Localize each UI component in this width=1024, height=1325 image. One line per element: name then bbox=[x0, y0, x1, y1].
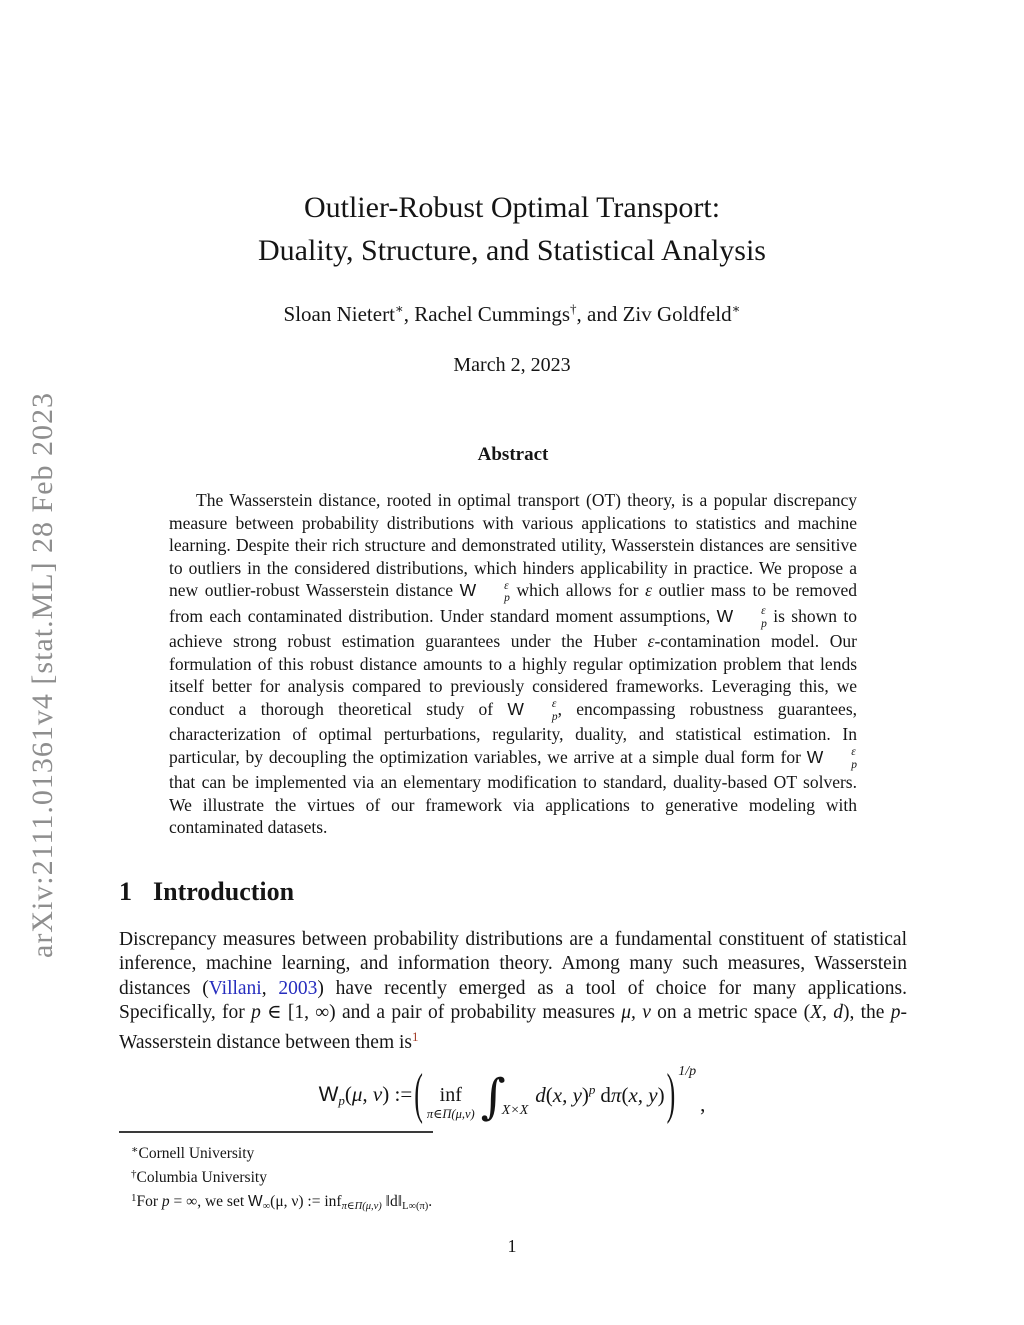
integral-sign: ∫ bbox=[480, 1069, 506, 1125]
footnote-star-marker: ∗ bbox=[131, 1144, 139, 1156]
author-separator-1: , bbox=[403, 302, 415, 326]
inline-math-p-1: p bbox=[251, 1001, 261, 1023]
integrand-close-paren: ) bbox=[581, 1083, 589, 1107]
footnote-1-seg-5: . bbox=[428, 1193, 433, 1210]
inf-constraint: π∈Π(μ,ν) bbox=[426, 1107, 475, 1122]
abstract-seg-4: is shown to achieve strong robust estimation guarantees under the Huber bbox=[169, 605, 857, 651]
inline-math-robust-wasserstein-2 bbox=[716, 605, 767, 630]
abstract-text bbox=[169, 489, 857, 839]
subscript-p: p bbox=[338, 1092, 345, 1108]
intro-seg-4: on a metric space ( bbox=[650, 1001, 811, 1023]
formula-trailing-comma: , bbox=[700, 1091, 706, 1116]
author-name-2: Rachel Cummings bbox=[414, 302, 570, 326]
footnote-1-marker: 1 bbox=[131, 1192, 137, 1204]
subscript-p: p bbox=[551, 710, 558, 723]
formula-exponent-one-over-p: 1/p bbox=[678, 1064, 697, 1079]
author-3-affiliation-marker: ∗ bbox=[731, 301, 741, 316]
author-separator-2: , and bbox=[576, 302, 623, 326]
intro-seg-3: ∈ [1, ∞) and a pair of probability measures bbox=[260, 1001, 622, 1023]
intro-seg-1: Discrepancy measures between probability distributions are a fundamental constituent of statistical inference, machine learning, and information theory. Among many such measures, Wasserstein distances ( bbox=[119, 929, 907, 999]
footnote-norm-subscript: L∞(π) bbox=[402, 1201, 429, 1212]
formula-lhs bbox=[319, 1082, 413, 1109]
paper-title-line-2: Duality, Structure, and Statistical Analysis bbox=[258, 234, 766, 267]
inline-math-epsilon-1: ε bbox=[645, 580, 652, 600]
abstract-seg-6: , encompassing robustness guarantees, characterization of optimal perturbations, regularity, duality, and statistical estimation. In particular, by decoupling the optimization variables, we arrive at a simple dual form for bbox=[169, 698, 857, 767]
differential-arguments: x, y bbox=[628, 1083, 658, 1107]
mathsf-W: W bbox=[716, 605, 734, 626]
inline-math-p-2: p bbox=[890, 1001, 901, 1023]
footnote-star-text: Cornell University bbox=[138, 1145, 255, 1162]
footnote-math-p: p bbox=[161, 1193, 170, 1210]
citation-link-villani-author[interactable]: Villani bbox=[208, 977, 262, 999]
display-formula-wasserstein-distance bbox=[14, 1063, 1010, 1127]
inline-math-epsilon-2: ε bbox=[647, 631, 655, 651]
abstract-seg-2: which allows for bbox=[509, 580, 646, 600]
footnote-1 bbox=[131, 1188, 909, 1217]
footnote-columbia bbox=[131, 1164, 909, 1188]
abstract-seg-3: outlier mass to be removed from each contaminated distribution. Under standard moment assumptions, bbox=[169, 580, 857, 626]
big-paren-close: ) bbox=[666, 1062, 676, 1126]
abstract-seg-1: The Wasserstein distance, rooted in optimal transport (OT) theory, is a popular discrepancy measure between probability distributions with various applications to statistics and machine learning. Despite their rich structure and demonstrated utility, Wasserstein distances are sensitive to outliers in the considered distributions, which hinders applicability in practice. We propose a new outlier-robust Wasserstein distance bbox=[169, 490, 857, 600]
superscript-epsilon: ε bbox=[551, 698, 557, 710]
integral-domain: X×X bbox=[501, 1103, 529, 1118]
mathsf-W: W bbox=[806, 746, 824, 767]
mathsf-W: W bbox=[318, 1082, 339, 1106]
section-heading-introduction bbox=[119, 877, 294, 907]
title-block bbox=[0, 186, 1024, 377]
footnote-dagger-marker: † bbox=[131, 1168, 137, 1180]
lhs-close-paren-assign: ) := bbox=[382, 1081, 413, 1106]
differential-pi: π bbox=[610, 1083, 622, 1107]
footnote-marker-1[interactable]: 1 bbox=[412, 1029, 419, 1045]
inline-math-mu-nu: μ, ν bbox=[621, 1001, 651, 1023]
abstract-section bbox=[169, 444, 857, 839]
intro-seg-2: ) have recently emerged as a tool of choice for many applications. Specifically, for bbox=[119, 977, 907, 1023]
lhs-open-paren: ( bbox=[344, 1081, 352, 1106]
abstract-heading: Abstract bbox=[477, 444, 549, 465]
inf-word: inf bbox=[439, 1084, 462, 1107]
footnote-1-seg-1: For bbox=[136, 1193, 162, 1210]
differential-close-paren: ) bbox=[657, 1083, 665, 1107]
mathsf-W: W bbox=[507, 698, 524, 719]
arxiv-watermark: arXiv:2111.01361v4 [stat.ML] 28 Feb 2023 bbox=[26, 391, 59, 958]
footnote-1-seg-4: ‖d‖ bbox=[381, 1193, 403, 1210]
footnote-1-seg-3: (μ, ν) := inf bbox=[270, 1193, 342, 1210]
inline-math-metric-space: X, d bbox=[810, 1001, 843, 1023]
inline-math-robust-wasserstein-1 bbox=[459, 579, 510, 604]
integrand-open-paren: ( bbox=[545, 1083, 553, 1107]
inline-math-robust-wasserstein-3 bbox=[507, 698, 558, 723]
integrand bbox=[535, 1082, 664, 1108]
page-number: 1 bbox=[507, 1236, 517, 1256]
section-number: 1 bbox=[119, 877, 132, 906]
inline-math-robust-wasserstein-4 bbox=[806, 746, 857, 771]
paper-date: March 2, 2023 bbox=[453, 354, 571, 376]
footnote-rule bbox=[119, 1131, 433, 1133]
author-name-3: Ziv Goldfeld bbox=[622, 302, 732, 326]
footnote-1-seg-2: = ∞, we set bbox=[169, 1193, 249, 1210]
subscript-p: p bbox=[504, 592, 510, 604]
paper-title-line-1: Outlier-Robust Optimal Transport: bbox=[303, 191, 721, 224]
abstract-seg-7: that can be implemented via an elementary modification to standard, duality-based OT solvers. We illustrate the virtues of our framework via applications to generative modeling with contaminated datasets. bbox=[169, 772, 857, 837]
subscript-p: p bbox=[761, 617, 767, 630]
intro-seg-5: ), the bbox=[842, 1001, 891, 1023]
subscript-p: p bbox=[851, 758, 857, 771]
footnote-dagger-text: Columbia University bbox=[136, 1169, 267, 1186]
abstract-seg-5: -contamination model. Our formulation of this robust distance amounts to a highly regular optimization problem that lends itself better for analysis compared to previously considered frameworks. Leveraging this, we conduct a thorough theoretical study of bbox=[169, 631, 857, 719]
citation-separator: , bbox=[261, 977, 279, 999]
superscript-epsilon: ε bbox=[761, 605, 766, 617]
section-title: Introduction bbox=[153, 877, 295, 906]
mathsf-W: W bbox=[459, 580, 477, 600]
superscript-epsilon: ε bbox=[504, 579, 509, 592]
differential-open-paren: ( bbox=[621, 1083, 629, 1107]
integrand-arguments: x, y bbox=[552, 1083, 582, 1107]
lhs-arguments: μ, ν bbox=[351, 1081, 383, 1106]
introduction-paragraph bbox=[119, 928, 907, 1055]
authors-line bbox=[0, 301, 1024, 327]
superscript-epsilon: ε bbox=[851, 746, 856, 758]
author-2-affiliation-marker: † bbox=[570, 301, 577, 316]
footnote-inf-constraint: π∈Π(μ,ν) bbox=[341, 1201, 382, 1212]
intro-seg-6: -Wasserstein distance between them is bbox=[119, 1001, 907, 1054]
footnote-cornell bbox=[131, 1140, 909, 1164]
differential-d: d bbox=[600, 1083, 611, 1107]
footnote-mathsf-W: W bbox=[248, 1193, 263, 1210]
integrand-d: d bbox=[535, 1083, 546, 1107]
infimum-operator bbox=[427, 1085, 475, 1121]
integrand-power-p: p bbox=[588, 1082, 596, 1097]
big-paren-open: ( bbox=[414, 1062, 423, 1126]
author-1-affiliation-marker: ∗ bbox=[394, 301, 404, 316]
footnote-W-subscript-infinity: ∞ bbox=[262, 1201, 271, 1212]
author-name-1: Sloan Nietert bbox=[283, 302, 395, 326]
citation-link-villani-year[interactable]: 2003 bbox=[278, 977, 318, 999]
footnote-block bbox=[119, 1131, 909, 1217]
